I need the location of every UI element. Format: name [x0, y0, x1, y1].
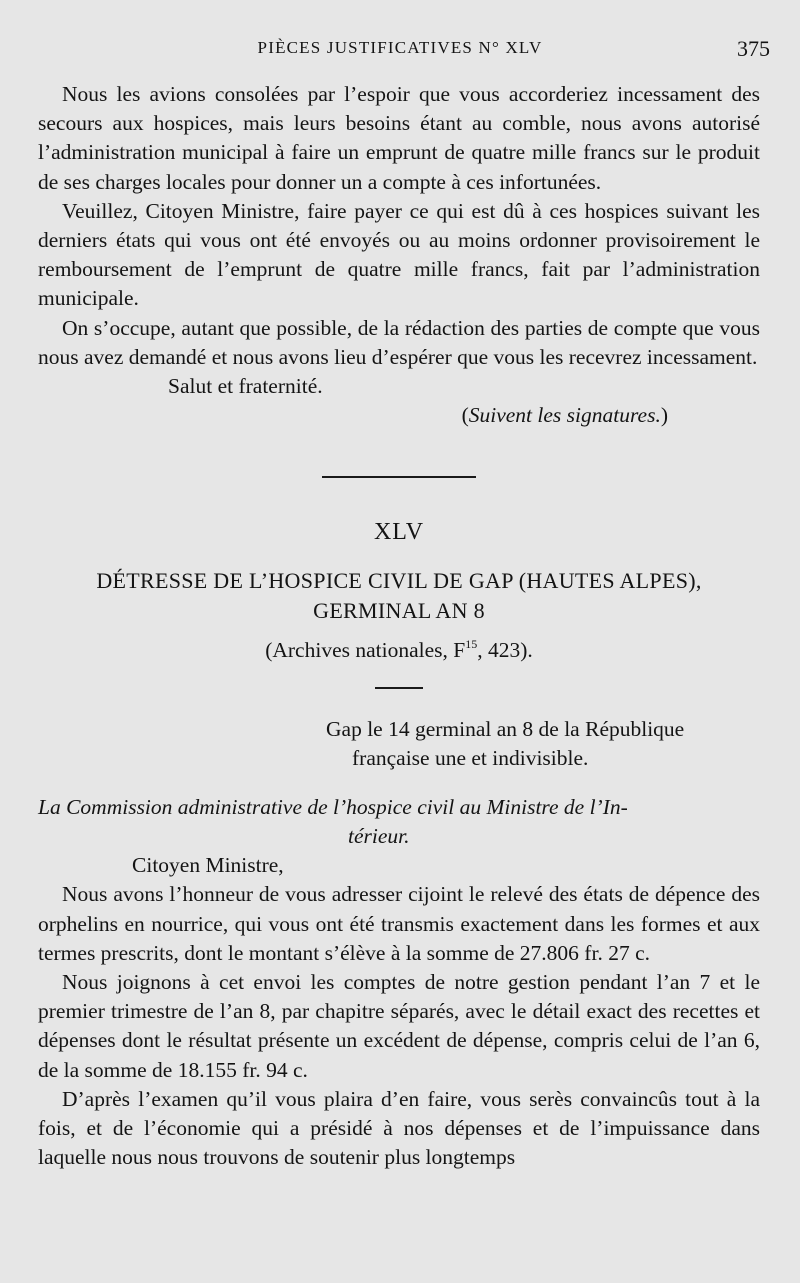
signatures-note [38, 401, 760, 430]
signatures-open-paren: ( [461, 403, 469, 428]
running-title: PIÈCES JUSTIFICATIVES N° XLV [257, 38, 543, 57]
letter-paragraph-1: Nous les avions consolées par l’espoir que vous accorderiez incessament des secours aux hospices, mais leurs besoins étant au comble, nous avons autorisé l’administration municipal à faire un emprunt de quatre mille francs sur le produit de ses charges locales pour donner un a compte à ces infortunées. [38, 82, 760, 194]
page-number: 375 [737, 36, 770, 61]
letter-heading-line-2: térieur. [348, 824, 410, 849]
dateline-line-1: Gap le 14 germinal an 8 de la République [326, 716, 685, 741]
document-paragraph-3: D’après l’examen qu’il vous plaira d’en faire, vous serès convaincûs tout à la fois, et de l’économie qui a présidé à nos dépenses et de l’impuissance dans laquelle nous nous trouvons de soutenir plus longtemps [38, 1086, 760, 1170]
closing-salut: Salut et fraternité. [168, 374, 323, 399]
letter-paragraph-3: On s’occupe, autant que possible, de la rédaction des parties de compte que vous nous avez demandé et nous avons lieu d’espérer que vous les recevrez incessament. [38, 315, 760, 369]
document-paragraph-1: Nous avons l’honneur de vous adresser cijoint le relevé des états de dépence des orphelins en nourrice, qui vous ont été transmis exactement dans les formes et aux termes prescrits, dont le montant s’élève à la somme de 27.806 fr. 27 c. [38, 882, 760, 965]
source-superscript: 15 [465, 636, 478, 651]
page-body [38, 80, 760, 1172]
source-text: (Archives nationales, F [265, 637, 466, 662]
signatures-close-paren: ) [660, 403, 668, 428]
letter-paragraph-2: Veuillez, Citoyen Ministre, faire payer ce qui est dû à ces hospices suivant les derniers états qui vous ont été envoyés ou au moins ordonner provisoirement le remboursement de l’emprunt de quatre mille francs, fait par l’administration municipale. [38, 198, 760, 311]
document-title-line-2: GERMINAL AN 8 [313, 597, 485, 623]
document-number: XLV [373, 519, 425, 546]
document-paragraph-2: Nous joignons à cet envoi les comptes de notre gestion pendant l’an 7 et le premier trimestre de l’an 8, par chapitre séparés, avec le détail exact des recettes et dépenses dont le résultat présente un excédent de dépense, compris celui de l’an 6, de la somme de 18.155 fr. 94 c. [38, 970, 760, 1082]
source-reference: , 423). [477, 637, 533, 662]
title-divider [375, 687, 423, 689]
dateline-line-2: française une et indivisible. [352, 745, 589, 770]
dateline [326, 715, 760, 773]
document-title [38, 566, 760, 626]
salutation: Citoyen Ministre, [132, 853, 284, 878]
letter-heading [38, 793, 760, 851]
document-title-line-1: DÉTRESSE DE L’HOSPICE CIVIL DE GAP (HAUTES ALPES), [96, 567, 702, 593]
section-divider [322, 476, 476, 478]
signatures-text: Suivent les signatures. [468, 403, 661, 428]
archive-source [38, 636, 760, 665]
letter-heading-line-1: La Commission administrative de l’hospice civil au Ministre de l’In- [38, 794, 628, 819]
page-header [0, 38, 800, 68]
